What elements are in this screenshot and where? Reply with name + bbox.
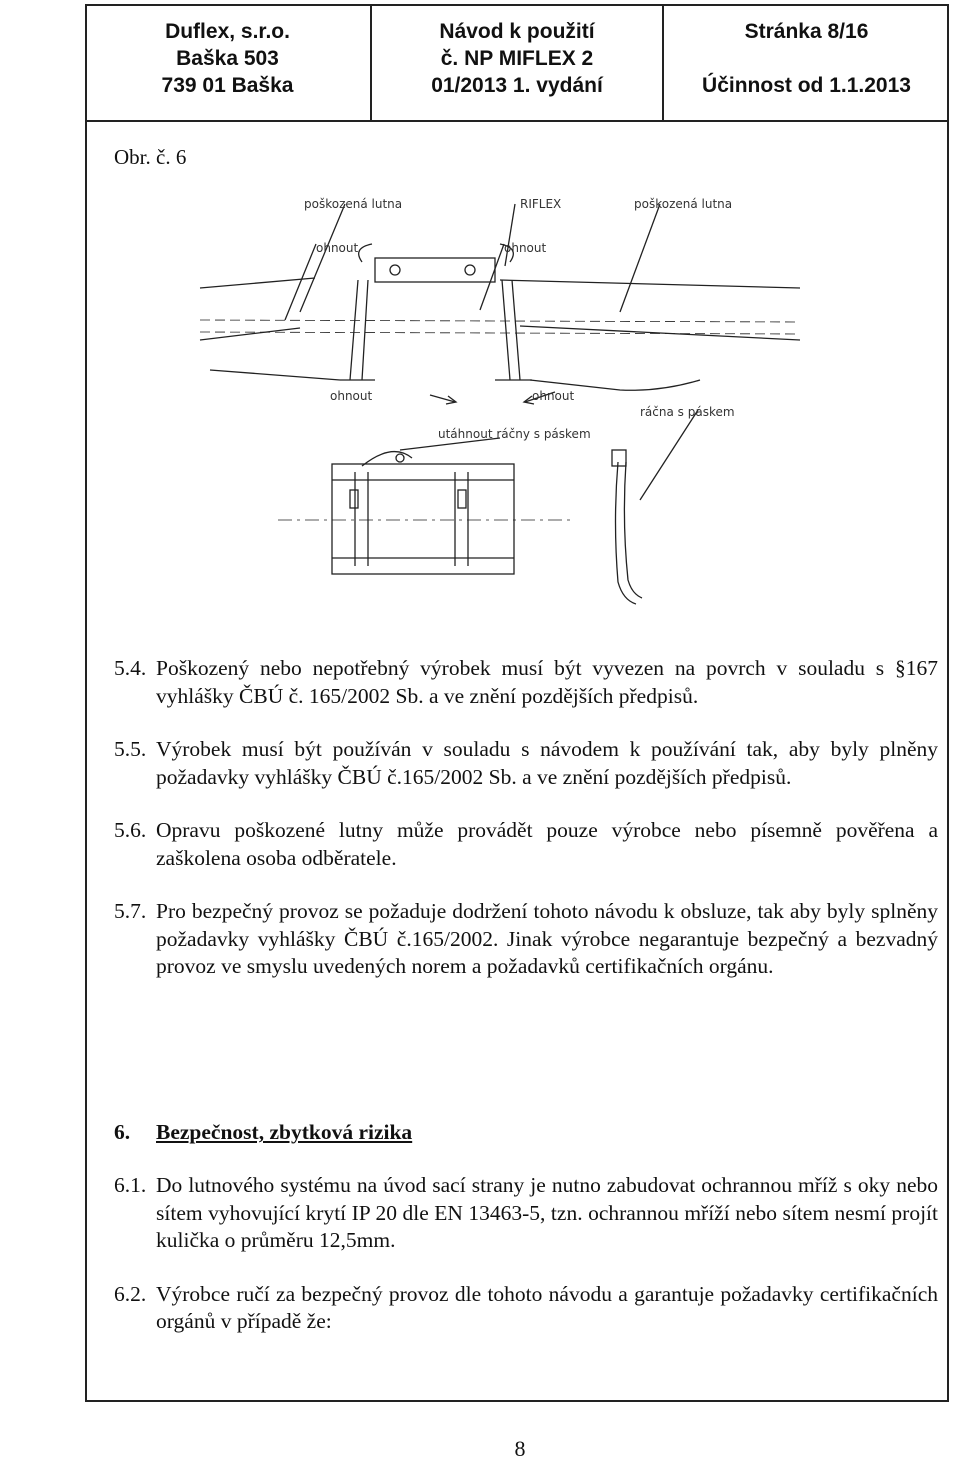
document-title: Návod k použití bbox=[439, 20, 595, 43]
paragraph-number: 5.6. bbox=[114, 818, 147, 842]
section-number: 6. bbox=[114, 1120, 131, 1144]
figure-caption: Obr. č. 6 bbox=[114, 145, 187, 169]
paragraph-number: 5.5. bbox=[114, 737, 147, 761]
paragraph-number: 5.7. bbox=[114, 899, 147, 923]
page-info-blank bbox=[664, 45, 949, 72]
paragraph bbox=[114, 898, 938, 981]
paragraph-list bbox=[114, 655, 938, 981]
company-city: 739 01 Baška bbox=[161, 74, 294, 97]
paragraph-text: Výrobce ručí za bezpečný provoz dle tohoto návodu a garantuje požadavky certifikačních orgánů v případě že: bbox=[156, 1281, 938, 1333]
repair-diagram bbox=[100, 180, 950, 620]
paragraph-text: Pro bezpečný provoz se požaduje dodržení tohoto návodu k obsluze, tak aby byly splněny požadavky vyhlášky ČBÚ č.165/2002. Jinak výrobce negarantuje bezpečný a bezvadný provoz ve smyslu uvedených norem a požadavků certifikačních orgánu. bbox=[156, 899, 938, 978]
paragraph-text: Výrobek musí být používán v souladu s návodem k používání tak, aby byly plněny požadavky vyhlášky ČBÚ č.165/2002 Sb. a ve znění pozdějších předpisů. bbox=[156, 737, 938, 789]
paragraph-number: 5.4. bbox=[114, 656, 147, 680]
company-name: Duflex, s.r.o. bbox=[165, 20, 290, 43]
paragraph bbox=[114, 655, 938, 710]
label-bend-bottom-right: ohnout bbox=[532, 389, 575, 403]
document-edition: 01/2013 1. vydání bbox=[431, 74, 603, 97]
section-title: Bezpečnost, zbytková rizika bbox=[156, 1120, 413, 1144]
paragraph bbox=[114, 736, 938, 791]
section-heading bbox=[114, 1120, 412, 1145]
header-page-info bbox=[664, 4, 949, 120]
document-number: č. NP MIFLEX 2 bbox=[440, 47, 594, 70]
label-damaged-left: poškozená lutna bbox=[304, 197, 403, 211]
header-document bbox=[372, 4, 664, 120]
paragraph-text: Poškozený nebo nepotřebný výrobek musí být vyvezen na povrch v souladu s §167 vyhlášky ČBÚ č. 165/2002 Sb. a ve znění pozdějších předpisů. bbox=[156, 656, 938, 708]
paragraph-number: 6.2. bbox=[114, 1281, 147, 1306]
label-damaged-right: poškozená lutna bbox=[634, 197, 733, 211]
paragraph-number: 6.1. bbox=[114, 1173, 147, 1197]
label-riflex: RIFLEX bbox=[520, 197, 562, 211]
page-counter: Stránka 8/16 bbox=[744, 20, 869, 43]
header-company bbox=[85, 4, 372, 120]
page-number: 8 bbox=[514, 1436, 526, 1461]
label-bend-top-left: ohnout bbox=[316, 241, 359, 255]
label-bend-top-right: ohnout bbox=[504, 241, 547, 255]
paragraph-text: Do lutnového systému na úvod sací strany je nutno zabudovat ochrannou mříž s oky nebo sítem vyhovující krytí IP 20 dle EN 13463-5, tzn. ochrannou mříží nebo sítem nesmí projít kulička o průměru 12,5mm. bbox=[156, 1173, 938, 1252]
paragraph bbox=[114, 817, 938, 872]
effective-date: Účinnost od 1.1.2013 bbox=[702, 74, 911, 97]
label-tape-handle: ráčna s páskem bbox=[640, 405, 735, 419]
label-bend-bottom-left: ohnout bbox=[330, 389, 373, 403]
label-tighten: utáhnout ráčny s páskem bbox=[438, 427, 591, 441]
company-street: Baška 503 bbox=[176, 47, 279, 70]
section-paragraph-list bbox=[114, 1172, 938, 1336]
paragraph-text: Opravu poškozené lutny může provádět pouze výrobce nebo písemně pověřena a zaškolena osoba odběratele. bbox=[156, 818, 938, 870]
paragraph bbox=[114, 1172, 938, 1255]
paragraph bbox=[114, 1281, 938, 1336]
document-header bbox=[85, 4, 949, 122]
